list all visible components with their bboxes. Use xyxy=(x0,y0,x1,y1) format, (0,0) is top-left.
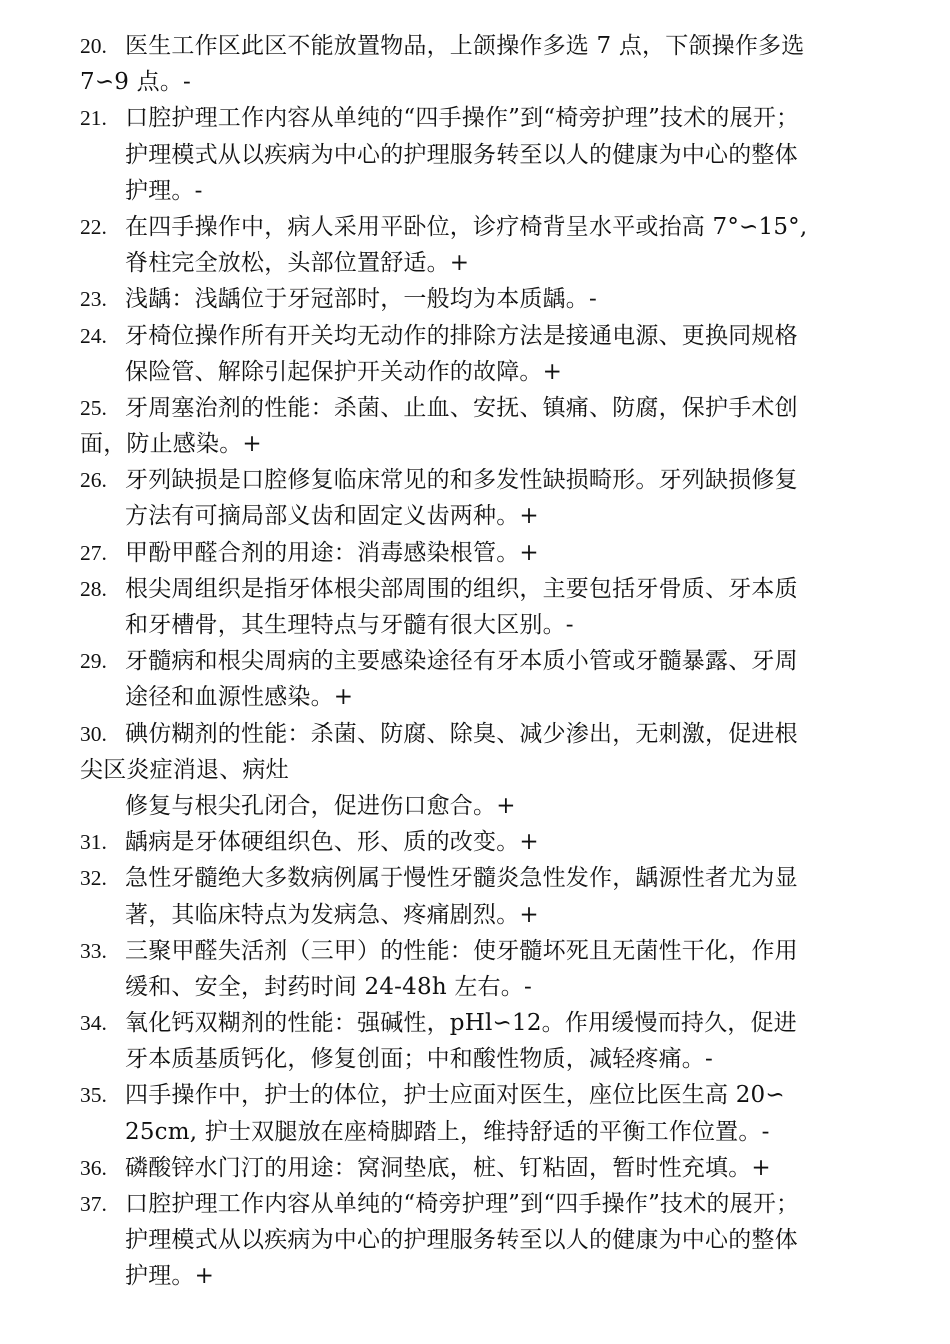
list-item xyxy=(0,824,950,860)
item-text-line: 途径和血源性感染。+ xyxy=(125,684,354,711)
item-number: 22. xyxy=(80,214,107,239)
item-text-line: 著，其临床特点为发病急、疼痛剧烈。+ xyxy=(125,901,539,928)
item-number: 25. xyxy=(80,395,107,420)
item-text-line: 急性牙髓绝大多数病例属于慢性牙髓炎急性发作，龋源性者尤为显 xyxy=(125,865,798,892)
list-item xyxy=(0,860,950,932)
item-number: 30. xyxy=(80,721,107,746)
item-text-line: 碘仿糊剂的性能：杀菌、防腐、除臭、减少渗出，无刺激，促进根 xyxy=(125,720,798,747)
item-text-line: 牙本质基质钙化，修复创面；中和酸性物质，减轻疼痛。- xyxy=(125,1046,713,1073)
item-number: 26. xyxy=(80,468,107,493)
item-text-line: 护理。- xyxy=(125,177,203,204)
item-text-line: 龋病是牙体硬组织色、形、质的改变。+ xyxy=(125,829,539,856)
item-text-line: 方法有可摘局部义齿和固定义齿两种。+ xyxy=(125,503,539,530)
item-text-line: 护理。+ xyxy=(125,1263,215,1290)
item-text-line: 牙髓病和根尖周病的主要感染途径有牙本质小管或牙髓暴露、牙周 xyxy=(125,648,798,675)
item-number: 29. xyxy=(80,649,107,674)
item-number: 35. xyxy=(80,1083,107,1108)
list-item xyxy=(0,1186,950,1295)
list-item xyxy=(0,933,950,1005)
item-text-line: 7∽9 点。- xyxy=(80,69,192,96)
item-text-line: 牙周塞治剂的性能：杀菌、止血、安抚、镇痛、防腐，保护手术创 xyxy=(125,394,798,421)
list-item xyxy=(0,100,950,209)
item-text-line: 和牙槽骨，其生理特点与牙髓有很大区别。- xyxy=(125,612,574,638)
item-text-line: 磷酸锌水门汀的用途：窝洞垫底，桩、钉粘固，暂时性充填。+ xyxy=(125,1154,771,1181)
list-item xyxy=(0,318,950,390)
list-item xyxy=(0,643,950,715)
item-text-line: 25cm, 护士双腿放在座椅脚踏上，维持舒适的平衡工作位置。- xyxy=(125,1118,770,1145)
item-text-line: 缓和、安全，封药时间 24-48h 左右。- xyxy=(125,973,532,1000)
item-text-line: 牙椅位操作所有开关均无动作的排除方法是接通电源、更换同规格 xyxy=(125,322,798,349)
list-item xyxy=(0,1150,950,1186)
list-item xyxy=(0,716,950,825)
item-text-line: 护理模式从以疾病为中心的护理服务转至以人的健康为中心的整体 xyxy=(125,1227,798,1254)
item-text-line: 三聚甲醛失活剂（三甲）的性能：使牙髓坏死且无菌性干化，作用 xyxy=(125,937,798,964)
item-text-line: 保险管、解除引起保护开关动作的故障。+ xyxy=(125,358,563,385)
item-number: 31. xyxy=(80,830,107,855)
item-number: 34. xyxy=(80,1011,107,1036)
item-text-line: 牙列缺损是口腔修复临床常见的和多发性缺损畸形。牙列缺损修复 xyxy=(125,467,798,494)
document-page xyxy=(0,28,950,1295)
item-number: 21. xyxy=(80,106,107,131)
item-text-line: 四手操作中，护士的体位，护士应面对医生，座位比医生高 20∽ xyxy=(125,1082,785,1109)
item-text-line: 口腔护理工作内容从单纯的“四手操作”到“椅旁护理”技术的展开； xyxy=(125,105,800,132)
item-text-line: 尖区炎症消退、病灶 xyxy=(80,756,289,783)
item-number: 20. xyxy=(80,34,107,58)
item-number: 32. xyxy=(80,866,107,891)
item-text-line: 面，防止感染。+ xyxy=(80,431,262,458)
item-text-line: 医生工作区此区不能放置物品，上颌操作多选 7 点，下颌操作多选 xyxy=(125,33,805,59)
item-number: 33. xyxy=(80,938,107,963)
list-item xyxy=(0,28,950,100)
item-text-line: 甲酚甲醛合剂的用途：消毒感染根管。+ xyxy=(125,539,539,566)
item-number: 23. xyxy=(80,287,107,312)
list-item xyxy=(0,571,950,643)
item-number: 36. xyxy=(80,1155,107,1180)
item-text-line: 浅龋：浅龋位于牙冠部时，一般均为本质龋。- xyxy=(125,286,597,313)
list-item xyxy=(0,1005,950,1077)
item-text-line: 护理模式从以疾病为中心的护理服务转至以人的健康为中心的整体 xyxy=(125,141,798,168)
item-text-line: 氧化钙双糊剂的性能：强碱性，pHl∽12。作用缓慢而持久，促进 xyxy=(125,1010,797,1037)
item-number: 24. xyxy=(80,323,107,348)
item-text-line: 根尖周组织是指牙体根尖部周围的组织，主要包括牙骨质、牙本质 xyxy=(125,575,798,602)
list-item xyxy=(0,535,950,571)
item-text-line: 修复与根尖孔闭合，促进伤口愈合。+ xyxy=(125,792,516,819)
list-item xyxy=(0,281,950,317)
list-item xyxy=(0,1077,950,1149)
item-text-line: 口腔护理工作内容从单纯的“椅旁护理”到“四手操作”技术的展开； xyxy=(125,1191,800,1217)
item-text-line: 在四手操作中，病人采用平卧位，诊疗椅背呈水平或抬高 7°∽15°, xyxy=(125,213,808,240)
list-item xyxy=(0,390,950,462)
list-item xyxy=(0,209,950,281)
list-item xyxy=(0,462,950,534)
item-number: 37. xyxy=(80,1192,107,1216)
item-text-line: 脊柱完全放松，头部位置舒适。+ xyxy=(125,250,470,277)
item-number: 28. xyxy=(80,576,107,601)
item-number: 27. xyxy=(80,540,107,565)
